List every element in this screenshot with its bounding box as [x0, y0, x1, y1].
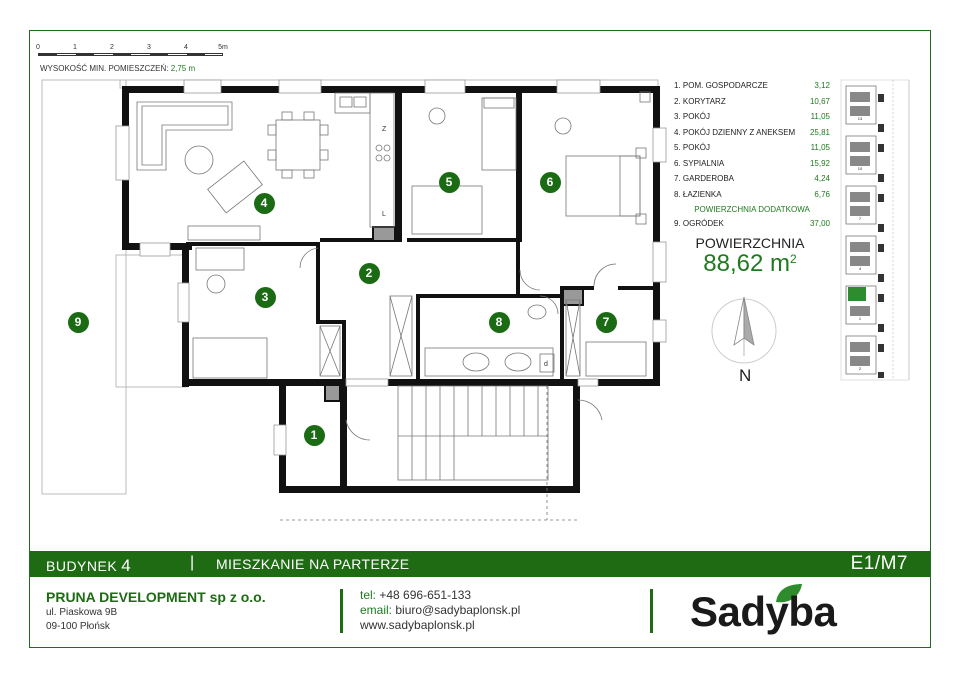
- scale-label: 3: [147, 44, 151, 51]
- company-name: PRUNA DEVELOPMENT sp z o.o.: [46, 589, 266, 605]
- room-9-badge: 9: [68, 312, 89, 333]
- email-line: [360, 603, 520, 618]
- compass-icon: [712, 297, 776, 363]
- sadyba-logo: [688, 582, 888, 638]
- legend-room-area: 10,67: [809, 96, 830, 106]
- legend-room-area: 25,81: [809, 127, 830, 137]
- legend-room-name: 8. ŁAZIENKA: [674, 189, 722, 199]
- legend-room-name: 2. KORYTARZ: [674, 96, 726, 106]
- legend-room-area: 3,12: [814, 81, 830, 91]
- legend-extra-heading: POWIERZCHNIA DODATKOWA: [694, 204, 810, 214]
- unit-label: 13: [857, 116, 863, 121]
- divider: [340, 589, 343, 633]
- legend-room-name: 4. POKÓJ DZIENNY Z ANEKSEM: [674, 127, 796, 137]
- fridge-label: Z: [382, 126, 387, 133]
- room-5-badge: 5: [439, 172, 460, 193]
- scale-label: 1: [73, 44, 77, 51]
- legend-room-name: 3. POKÓJ: [674, 112, 711, 122]
- building-text: BUDYNEK: [46, 558, 118, 574]
- room-1-badge: 1: [304, 425, 325, 446]
- room-legend: [674, 78, 830, 232]
- scale-label: 4: [184, 44, 188, 51]
- legend-room-area: 15,92: [809, 158, 830, 168]
- company-city: 09-100 Płońsk: [46, 621, 110, 632]
- unit-label: 4: [858, 266, 862, 271]
- windows: [116, 80, 666, 455]
- logo-text: Sadyba: [690, 588, 837, 635]
- unit-label: 2: [858, 366, 862, 371]
- surface-title: POWIERZCHNIA: [695, 235, 805, 251]
- room-8-badge: 8: [489, 312, 510, 333]
- legend-row: [674, 125, 830, 141]
- legend-row: [674, 216, 830, 232]
- legend-row: [674, 156, 830, 172]
- contact-info: [360, 588, 520, 633]
- building-label: [46, 556, 131, 576]
- legend-room-name: 9. OGRÓDEK: [674, 219, 724, 229]
- company-info: [46, 588, 266, 634]
- website-link[interactable]: www.sadybaplonsk.pl: [360, 618, 475, 632]
- north-label: N: [739, 366, 752, 385]
- legend-row: [674, 78, 830, 94]
- scale-label: 5m: [218, 44, 228, 51]
- dishwasher-label: L: [382, 211, 386, 218]
- legend-room-name: 6. SYPIALNIA: [674, 158, 725, 168]
- legend-room-area: 11,05: [810, 143, 830, 153]
- surface-unit-exponent: 2: [790, 252, 797, 266]
- legend-row: [674, 187, 830, 203]
- building-selector: [841, 80, 909, 380]
- legend-room-area: 11,05: [810, 112, 830, 122]
- unit-label: 7: [858, 216, 862, 221]
- ventilation-shaft: [325, 385, 340, 401]
- phone-label: tel:: [360, 588, 377, 602]
- phone-value[interactable]: +48 696-651-133: [379, 588, 472, 602]
- legend-room-area: 37,00: [809, 219, 830, 229]
- legend-room-name: 5. POKÓJ: [674, 143, 711, 153]
- divider: [650, 589, 653, 633]
- apartment-type: MIESZKANIE NA PARTERZE: [216, 556, 410, 572]
- phone-line: [360, 588, 520, 603]
- room-6-badge: 6: [540, 172, 561, 193]
- legend-room-name: 1. POM. GOSPODARCZE: [674, 81, 768, 91]
- email-label: email:: [360, 603, 393, 617]
- legend-row: [674, 109, 830, 125]
- legend-row: [674, 94, 830, 110]
- apartment-code: E1/M7: [850, 553, 908, 574]
- surface-number: 88,62 m: [703, 250, 791, 277]
- legend-room-area: 4,24: [814, 174, 830, 184]
- room-7-badge: 7: [596, 312, 617, 333]
- unit-label: 1: [858, 316, 862, 321]
- washer-label: d: [544, 361, 548, 368]
- legend-room-name: 7. GARDEROBA: [674, 174, 735, 184]
- unit-label: 10: [857, 166, 863, 171]
- min-height-label: WYSOKOŚĆ MIN. POMIESZCZEŃ:: [40, 64, 169, 73]
- min-height-value: 2,75 m: [170, 64, 196, 73]
- legend-row: [674, 171, 830, 187]
- scale-label: 2: [110, 44, 114, 51]
- room-4-badge: 4: [254, 193, 275, 214]
- title-bar: [30, 551, 930, 577]
- room-2-badge: 2: [359, 263, 380, 284]
- garden-outline: [42, 80, 126, 494]
- legend-row: [674, 140, 830, 156]
- company-street: ul. Piaskowa 9B: [46, 607, 118, 618]
- ventilation-shaft: [373, 227, 395, 241]
- email-value[interactable]: biuro@sadybaplonsk.pl: [395, 603, 521, 617]
- surface-value: [690, 250, 810, 278]
- selected-unit-highlight: [848, 287, 866, 301]
- legend-room-area: 6,76: [814, 189, 830, 199]
- scale-label: 0: [36, 44, 40, 51]
- building-number: 4: [121, 556, 132, 575]
- room-3-badge: 3: [255, 287, 276, 308]
- title-separator: |: [190, 554, 195, 571]
